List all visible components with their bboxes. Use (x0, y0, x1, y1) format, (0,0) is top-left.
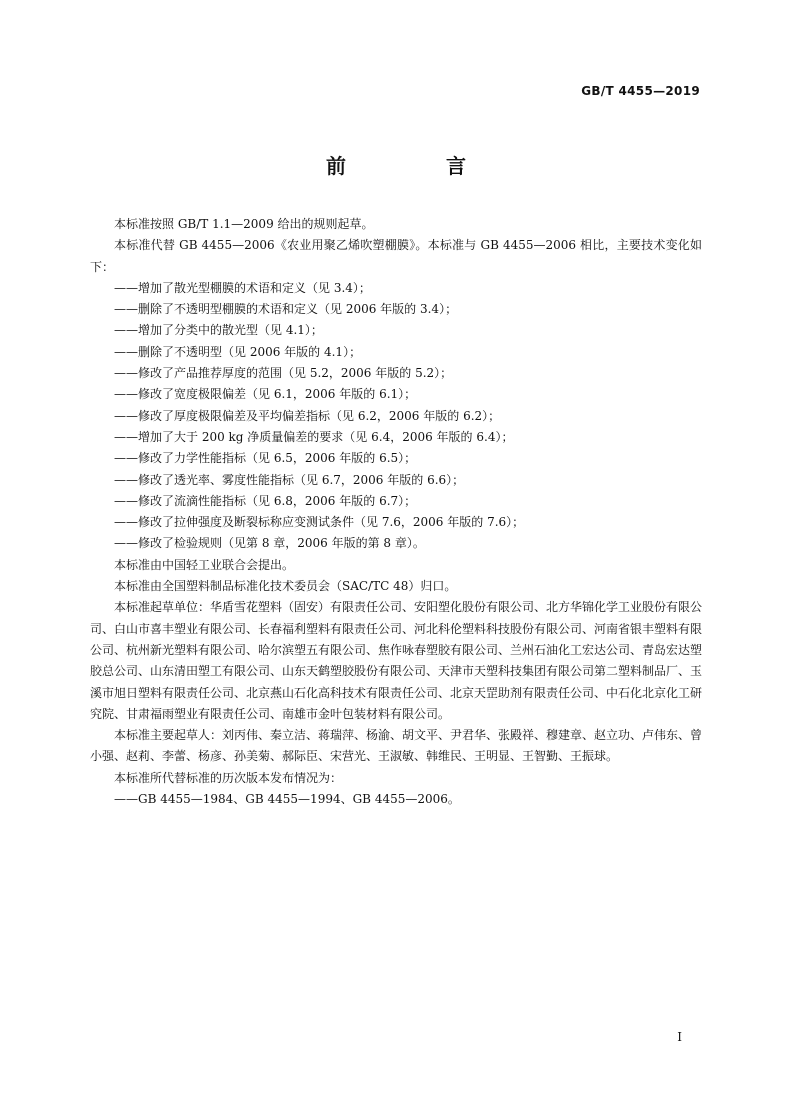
change-item: ——增加了分类中的散光型（见 4.1）； (114, 323, 323, 338)
change-item: ——修改了宽度极限偏差（见 6.1，2006 年版的 6.1）； (114, 387, 417, 402)
paragraph-drafters: 本标准主要起草人：刘丙伟、秦立洁、蒋瑞萍、杨渝、胡文平、尹君华、张殿祥、穆建章、赵立功、卢伟东、曾小强、赵莉、李蕾、杨彦、孙美菊、郝际臣、宋营光、王淑敏、韩维民、王明显、王智勤、王振球。 (90, 728, 703, 764)
page-title: 前 言 (326, 154, 506, 178)
paragraph-proposed-by: 本标准由中国轻工业联合会提出。 (114, 557, 295, 572)
change-item: ——增加了大于 200 kg 净质量偏差的要求（见 6.4，2006 年版的 6.4）； (114, 429, 514, 444)
history-item: ——GB 4455—1984、GB 4455—1994、GB 4455—2006。 (114, 792, 460, 807)
change-item: ——删除了不透明型棚膜的术语和定义（见 2006 年版的 3.4）； (114, 302, 458, 317)
paragraph-history-intro: 本标准所代替标准的历次版本发布情况为： (114, 770, 343, 785)
document-body (90, 214, 702, 810)
paragraph-drafting-organizations: 本标准起草单位：华盾雪花塑料（固安）有限责任公司、安阳塑化股份有限公司、北方华锦化学工业股份有限公司、白山市喜丰塑业有限公司、长春福利塑料有限责任公司、河北科伦塑料科技股份有限公司、河南省银丰塑料有限公司、杭州新光塑料有限公司、哈尔滨塑五有限公司、焦作咏春塑胶有限公司、兰州石油化工宏达公司、青岛宏达塑胶总公司、山东清田塑工有限公司、山东天鹤塑胶股份有限公司、天津市天塑科技集团有限公司第二塑料制品厂、玉溪市旭日塑料有限责任公司、北京燕山石化高科技术有限责任公司、北京天罡助剂有限责任公司、中石化北京化工研究院、甘肃福雨塑业有限责任公司、南雄市金叶包装材料有限公司。 (90, 600, 703, 721)
change-item: ——修改了产品推荐厚度的范围（见 5.2，2006 年版的 5.2）； (114, 366, 453, 381)
change-item: ——增加了散光型棚膜的术语和定义（见 3.4）； (114, 280, 371, 295)
change-item: ——修改了厚度极限偏差及平均偏差指标（见 6.2，2006 年版的 6.2）； (114, 408, 501, 423)
change-item: ——修改了透光率、雾度性能指标（见 6.7，2006 年版的 6.6）； (114, 472, 465, 487)
change-item: ——修改了拉伸强度及断裂标称应变测试条件（见 7.6，2006 年版的 7.6）； (114, 515, 525, 530)
page-number: I (677, 1030, 682, 1044)
changes-list (90, 278, 702, 555)
paragraph-replaces: 本标准代替 GB 4455—2006《农业用聚乙烯吹塑棚膜》。本标准与 GB 4455—2006 相比，主要技术变化如下： (90, 238, 702, 274)
standard-code: GB/T 4455—2019 (581, 84, 700, 98)
paragraph-administered-by: 本标准由全国塑料制品标准化技术委员会（SAC/TC 48）归口。 (114, 579, 457, 594)
change-item: ——修改了检验规则（见第 8 章，2006 年版的第 8 章）。 (114, 536, 425, 551)
change-item: ——修改了流滴性能指标（见 6.8，2006 年版的 6.7）； (114, 493, 417, 508)
change-item: ——删除了不透明型（见 2006 年版的 4.1）； (114, 344, 362, 359)
paragraph-drafting-rules: 本标准按照 GB/T 1.1—2009 给出的规则起草。 (114, 217, 374, 231)
change-item: ——修改了力学性能指标（见 6.5，2006 年版的 6.5）； (114, 451, 417, 466)
